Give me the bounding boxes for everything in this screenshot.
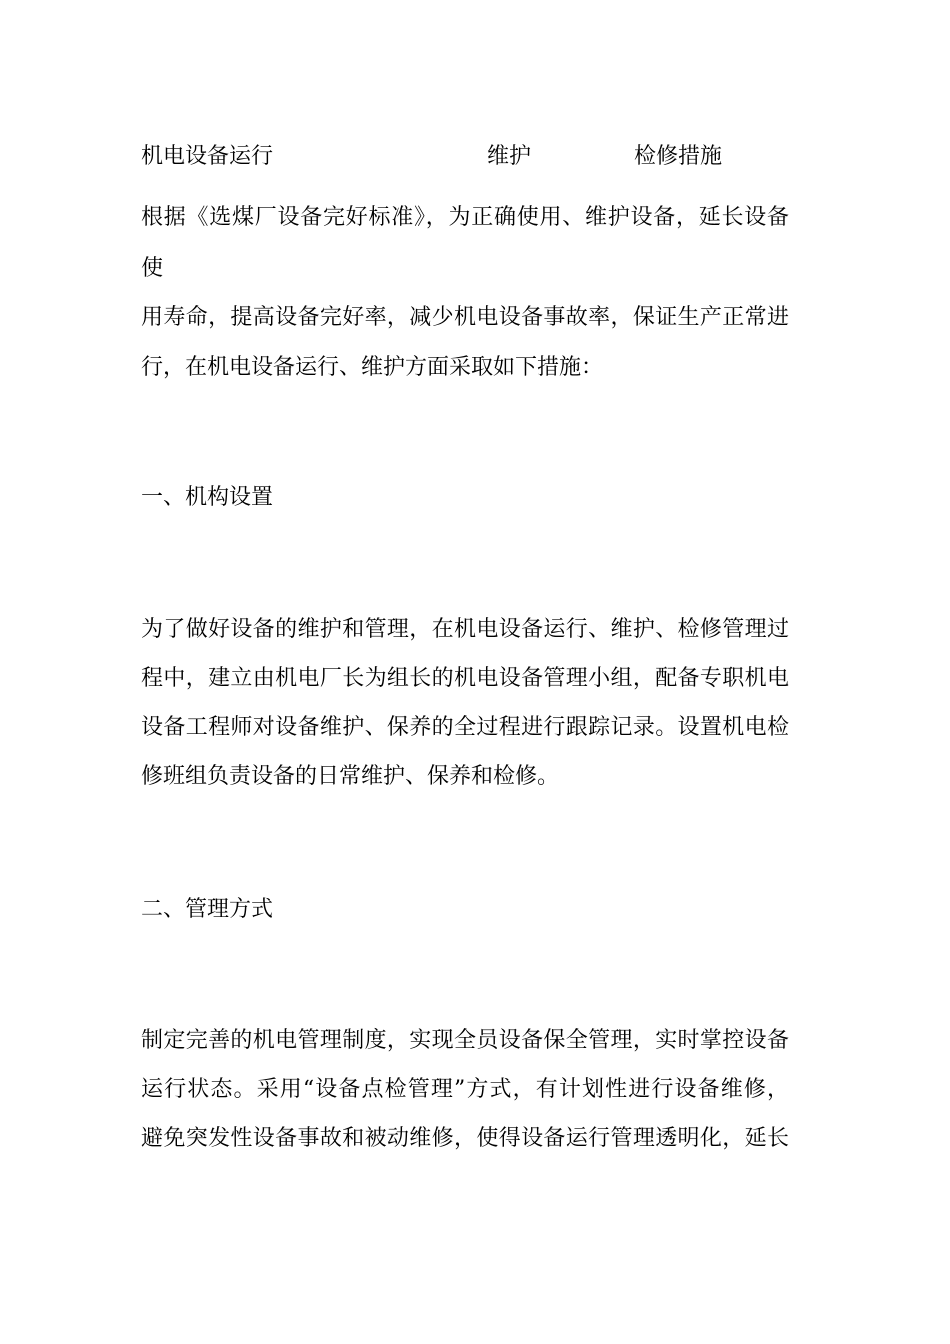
intro-line: 根据《选煤厂设备完好标准》，为正确使用、维护设备，延长设备 — [141, 205, 789, 230]
section1-line: 设备工程师对设备维护、保养的全过程进行跟踪记录。设置机电检 — [141, 715, 789, 740]
section1-line: 程中，建立由机电厂长为组长的机电设备管理小组，配备专职机电 — [141, 666, 789, 691]
title-part-operation: 机电设备运行 — [141, 144, 274, 169]
intro-line: 使 — [141, 256, 164, 281]
section2-line: 制定完善的机电管理制度，实现全员设备保全管理，实时掌控设备 — [141, 1028, 789, 1053]
section1-line: 为了做好设备的维护和管理，在机电设备运行、维护、检修管理过 — [141, 617, 789, 642]
title-part-repair-measures: 检修措施 — [634, 144, 723, 169]
section-heading-management: 二、管理方式 — [141, 897, 274, 922]
intro-line: 用寿命，提高设备完好率，减少机电设备事故率，保证生产正常进 — [141, 305, 789, 330]
section-heading-organization: 一、机构设置 — [141, 485, 274, 510]
section2-line: 运行状态。采用“设备点检管理”方式，有计划性进行设备维修， — [141, 1077, 789, 1102]
section2-line: 避免突发性设备事故和被动维修，使得设备运行管理透明化，延长 — [141, 1126, 789, 1151]
intro-line: 行，在机电设备运行、维护方面采取如下措施： — [141, 355, 604, 380]
section1-line: 修班组负责设备的日常维护、保养和检修。 — [141, 764, 560, 789]
title-part-maintenance: 维护 — [487, 144, 532, 169]
